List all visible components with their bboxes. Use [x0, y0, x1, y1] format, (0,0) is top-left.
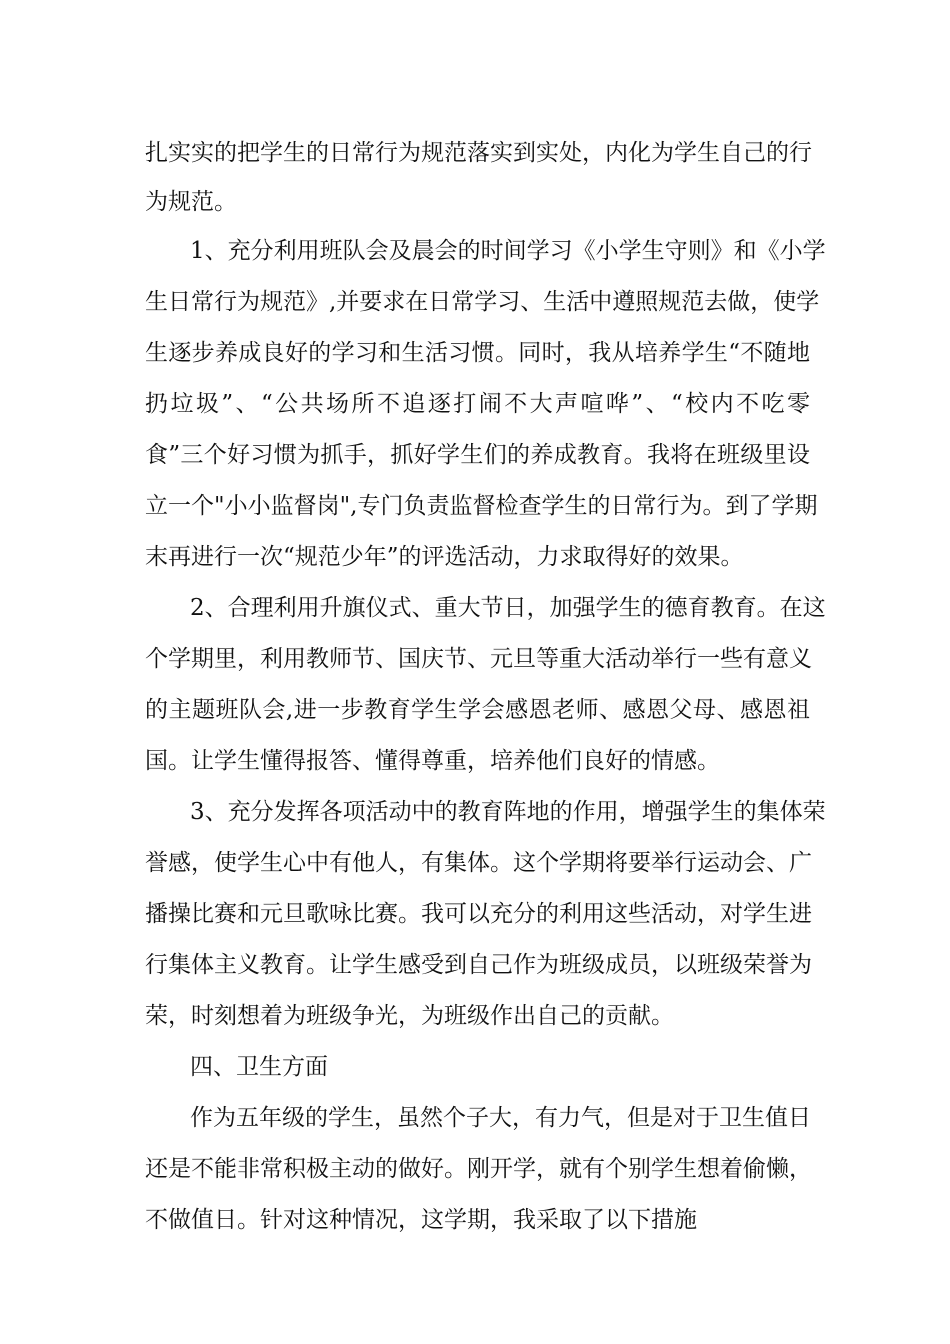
text-line: 不做值日。针对这种情况，这学期，我采取了以下措施	[145, 1207, 697, 1233]
text-line: 末再进行一次“规范少年”的评选活动，力求取得好的效果。	[145, 544, 744, 570]
text-line: 生日常行为规范》,并要求在日常学习、生活中遵照规范去做，使学	[145, 289, 820, 315]
section-heading: 四、卫生方面	[190, 1054, 328, 1080]
text-line: 扎实实的把学生的日常行为规范落实到实处，内化为学生自己的行	[145, 140, 812, 166]
text-line: 食”三个好习惯为抓手，抓好学生们的养成教育。我将在班级里设	[145, 442, 810, 468]
paragraph-1-line: 1、充分利用班队会及晨会的时间学习《小学生守则》和《小学	[190, 238, 826, 264]
text-line: 还是不能非常积极主动的做好。刚开学，就有个别学生想着偷懒，	[145, 1156, 812, 1182]
paragraph-2-line: 2、合理利用升旗仪式、重大节日，加强学生的德育教育。在这	[190, 595, 826, 621]
paragraph-4-line: 作为五年级的学生，虽然个子大，有力气，但是对于卫生值日	[190, 1105, 811, 1131]
text-line: 播操比赛和元旦歌咏比赛。我可以充分的利用这些活动，对学生进	[145, 901, 812, 927]
text-line: 立一个"小小监督岗",专门负责监督检查学生的日常行为。到了学期	[145, 493, 818, 519]
text-line: 的主题班队会,进一步教育学生学会感恩老师、感恩父母、感恩祖	[145, 697, 810, 723]
text-line: 扔垃圾”、“公共场所不追逐打闹不大声喧哗”、“校内不吃零	[145, 391, 810, 417]
text-line: 荣，时刻想着为班级争光，为班级作出自己的贡献。	[145, 1003, 674, 1029]
text-line: 为规范。	[145, 189, 237, 215]
text-line: 生逐步养成良好的学习和生活习惯。同时，我从培养学生“不随地	[145, 340, 810, 366]
text-line: 国。让学生懂得报答、懂得尊重，培养他们良好的情感。	[145, 748, 720, 774]
text-line: 誉感，使学生心中有他人，有集体。这个学期将要举行运动会、广	[145, 850, 812, 876]
text-line: 个学期里，利用教师节、国庆节、元旦等重大活动举行一些有意义	[145, 646, 812, 672]
paragraph-3-line: 3、充分发挥各项活动中的教育阵地的作用，增强学生的集体荣	[190, 799, 826, 825]
text-line: 行集体主义教育。让学生感受到自己作为班级成员，以班级荣誉为	[145, 952, 812, 978]
